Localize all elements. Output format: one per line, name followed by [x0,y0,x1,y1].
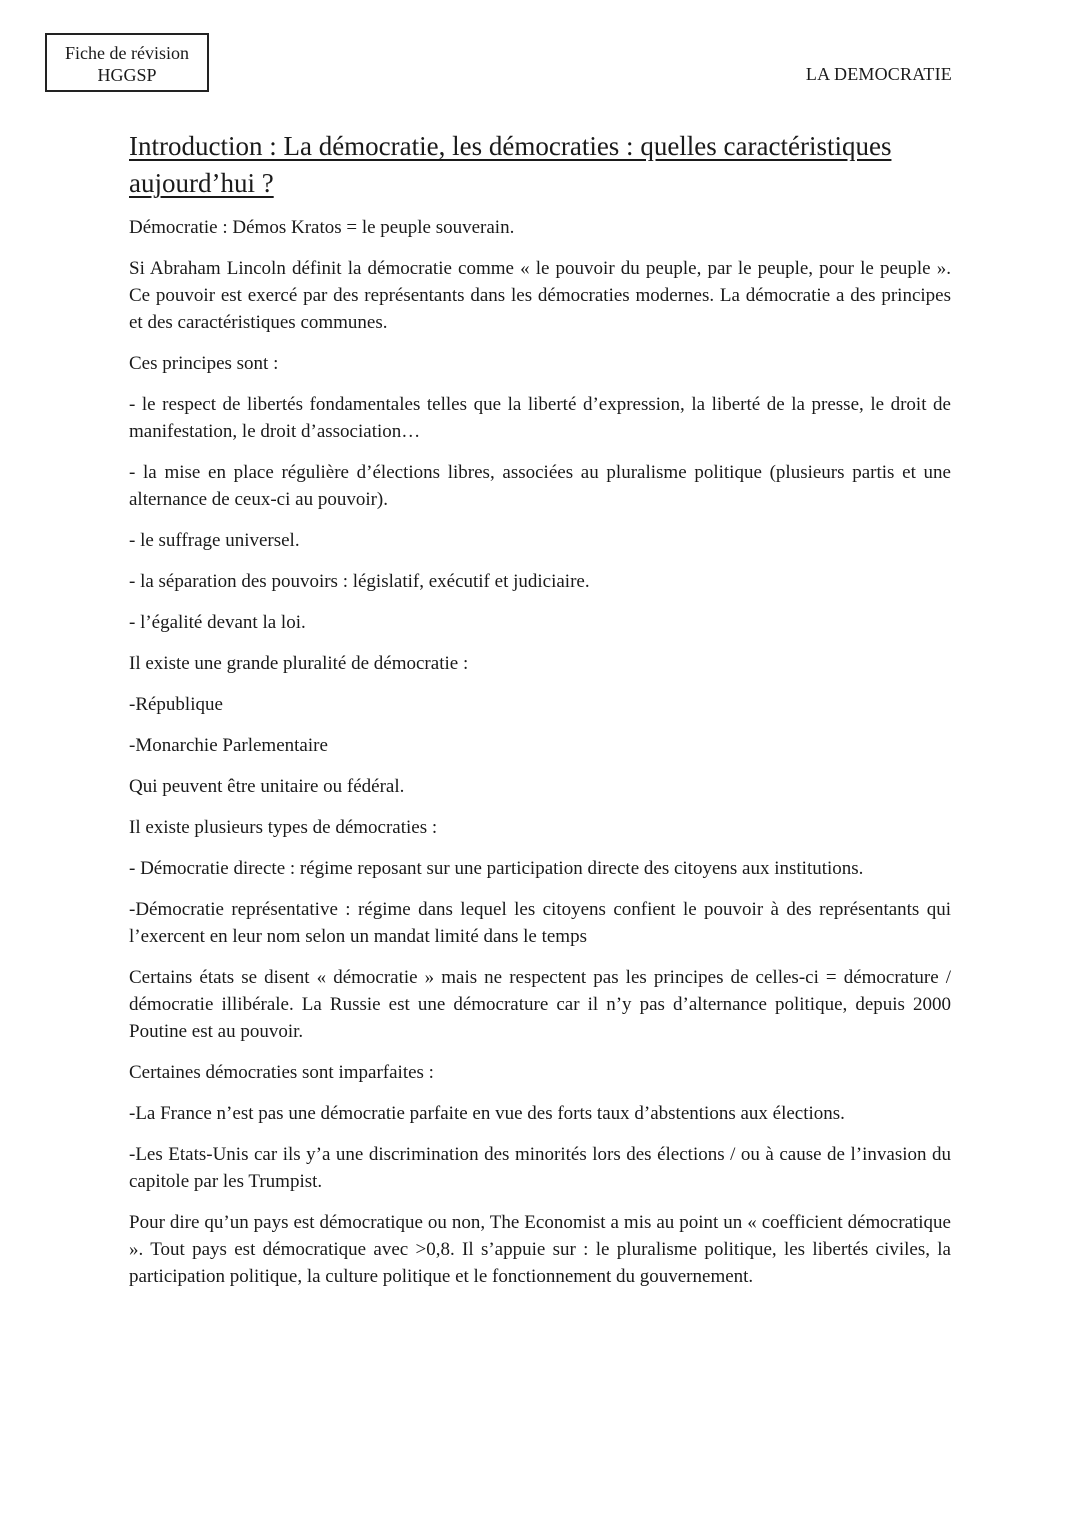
document-body [129,128,951,1304]
list-item: -République [129,694,223,715]
subject-label: HGGSP [97,65,157,85]
list-item: - le respect de libertés fondamentales telles que la liberté d’expression, la liberté de la presse, le droit de manifestation, le droit d’association… [129,394,951,442]
list-item: - le suffrage universel. [129,530,300,551]
paragraph: Qui peuvent être unitaire ou fédéral. [129,776,405,797]
list-item: -Les Etats-Unis car ils y’a une discrimination des minorités lors des élections / ou à cause de l’invasion du capitole par les Trumpist. [129,1144,951,1192]
revision-sheet-box [45,33,209,92]
revision-sheet-label: Fiche de révision [65,43,189,63]
paragraph: Il existe une grande pluralité de démocratie : [129,653,469,674]
list-item: - Démocratie directe : régime reposant sur une participation directe des citoyens aux institutions. [129,858,864,879]
list-item: - l’égalité devant la loi. [129,612,306,633]
paragraph: Certains états se disent « démocratie » mais ne respectent pas les principes de celles-ci = démocrature / démocratie illibérale. La Russie est une démocrature car il n’y pas d’alternance politique, depuis 2000 Poutine est au pouvoir. [129,967,951,1042]
paragraph: Démocratie : Démos Kratos = le peuple souverain. [129,217,515,238]
list-item: - la séparation des pouvoirs : législatif, exécutif et judiciaire. [129,571,590,592]
list-item: -Monarchie Parlementaire [129,735,328,756]
list-item: -Démocratie représentative : régime dans lequel les citoyens confient le pouvoir à des représentants qui l’exercent en leur nom selon un mandat limité dans le temps [129,899,951,947]
document-topic: LA DEMOCRATIE [805,64,952,84]
paragraph: Si Abraham Lincoln définit la démocratie comme « le pouvoir du peuple, par le peuple, pour le peuple ». Ce pouvoir est exercé par des représentants dans les démocraties modernes. La démocratie a des principes et des caractéristiques communes. [129,258,951,333]
paragraph: Ces principes sont : [129,353,279,374]
list-item: -La France n’est pas une démocratie parfaite en vue des forts taux d’abstentions aux élections. [129,1103,845,1124]
page-title: Introduction : La démocratie, les démocraties : quelles caractéristiques aujourd’hui ? [129,131,892,198]
paragraph: Il existe plusieurs types de démocraties : [129,817,438,838]
paragraph: Pour dire qu’un pays est démocratique ou non, The Economist a mis au point un « coefficient démocratique ». Tout pays est démocratique avec >0,8. Il s’appuie sur : le pluralisme politique, les libertés civiles, la participation politique, la culture politique et le fonctionnement du gouvernement. [129,1212,951,1287]
paragraph: Certaines démocraties sont imparfaites : [129,1062,434,1083]
list-item: - la mise en place régulière d’élections libres, associées au pluralisme politique (plusieurs partis et une alternance de ceux-ci au pouvoir). [129,462,951,510]
